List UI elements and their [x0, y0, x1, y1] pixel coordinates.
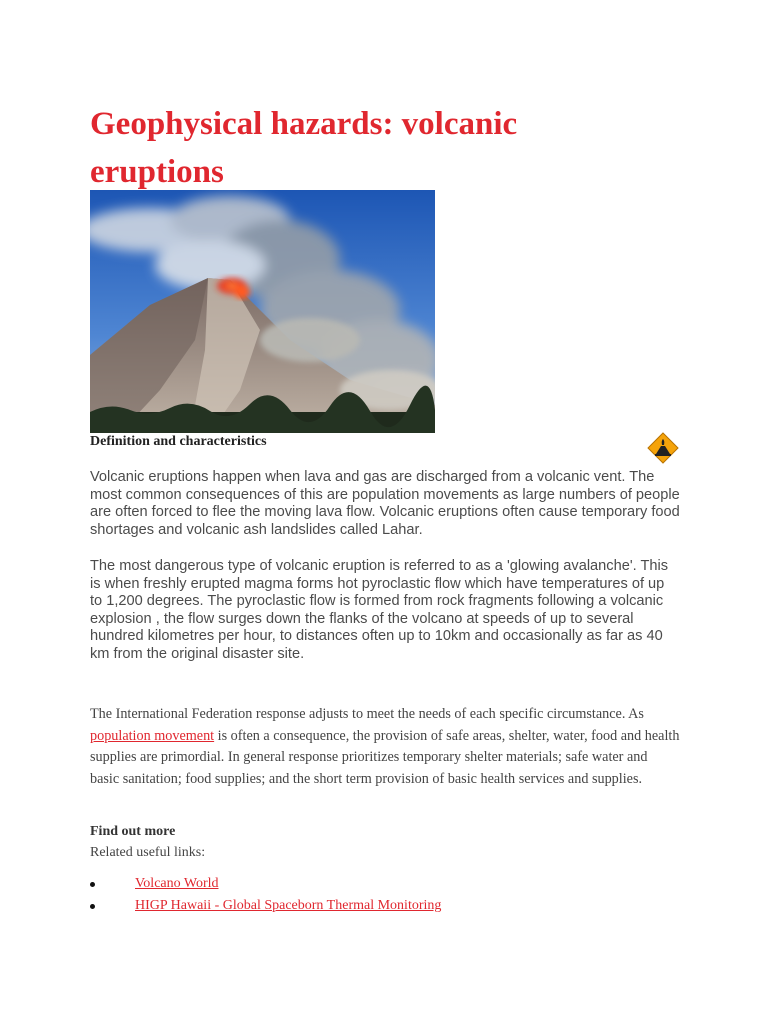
list-item — [90, 873, 680, 895]
response-intro-text: The International Federation response adjusts to meet the needs of each specific circumstance. As — [90, 706, 644, 722]
page-title: Geophysical hazards: volcanic eruptions — [90, 106, 518, 190]
response-rest-text: is often a consequence, the provision of safe areas, shelter, water, food and health supplies are primordial. In general response prioritizes temporary shelter materials; safe water and basic sanitation; food supplies; and the short term provision of basic health services and supplies. — [90, 727, 680, 787]
section-heading-definition: Definition and characteristics — [90, 434, 267, 449]
bullet-icon — [90, 904, 95, 909]
find-out-more-heading: Find out more — [90, 824, 176, 839]
volcano-world-link[interactable]: Volcano World — [135, 876, 219, 891]
paragraph-glowing-avalanche: The most dangerous type of volcanic eruption is referred to as a 'glowing avalanche'. This is when freshly erupted magma forms hot pyroclastic flow which have temperatures of up to 1,200 degrees. The pyroclastic flow is formed from rock fragments following a volcanic explosion , the flow surges down the flanks of the volcano at speeds of up to several hundred kilometres per hour, to distances often up to 10km and occasionally as far as 40 km from the original disaster site. — [90, 558, 669, 662]
population-movement-link[interactable]: population movement — [90, 727, 215, 744]
volcano-eruption-photo — [90, 190, 435, 433]
related-links-list — [90, 873, 680, 917]
related-links-label: Related useful links: — [90, 845, 206, 860]
volcano-warning-icon — [647, 432, 679, 464]
higp-hawaii-link[interactable]: HIGP Hawaii - Global Spaceborn Thermal Monitoring — [135, 898, 442, 913]
bullet-icon — [90, 882, 95, 887]
list-item — [90, 895, 680, 917]
paragraph-definition: Volcanic eruptions happen when lava and gas are discharged from a volcanic vent. The most common consequences of this are population movements as large numbers of people are often forced to flee the moving lava flow. Volcanic eruptions often cause temporary food shortages and volcanic ash landslides called Lahar. — [90, 469, 680, 538]
paragraph-federation-response — [90, 704, 680, 790]
